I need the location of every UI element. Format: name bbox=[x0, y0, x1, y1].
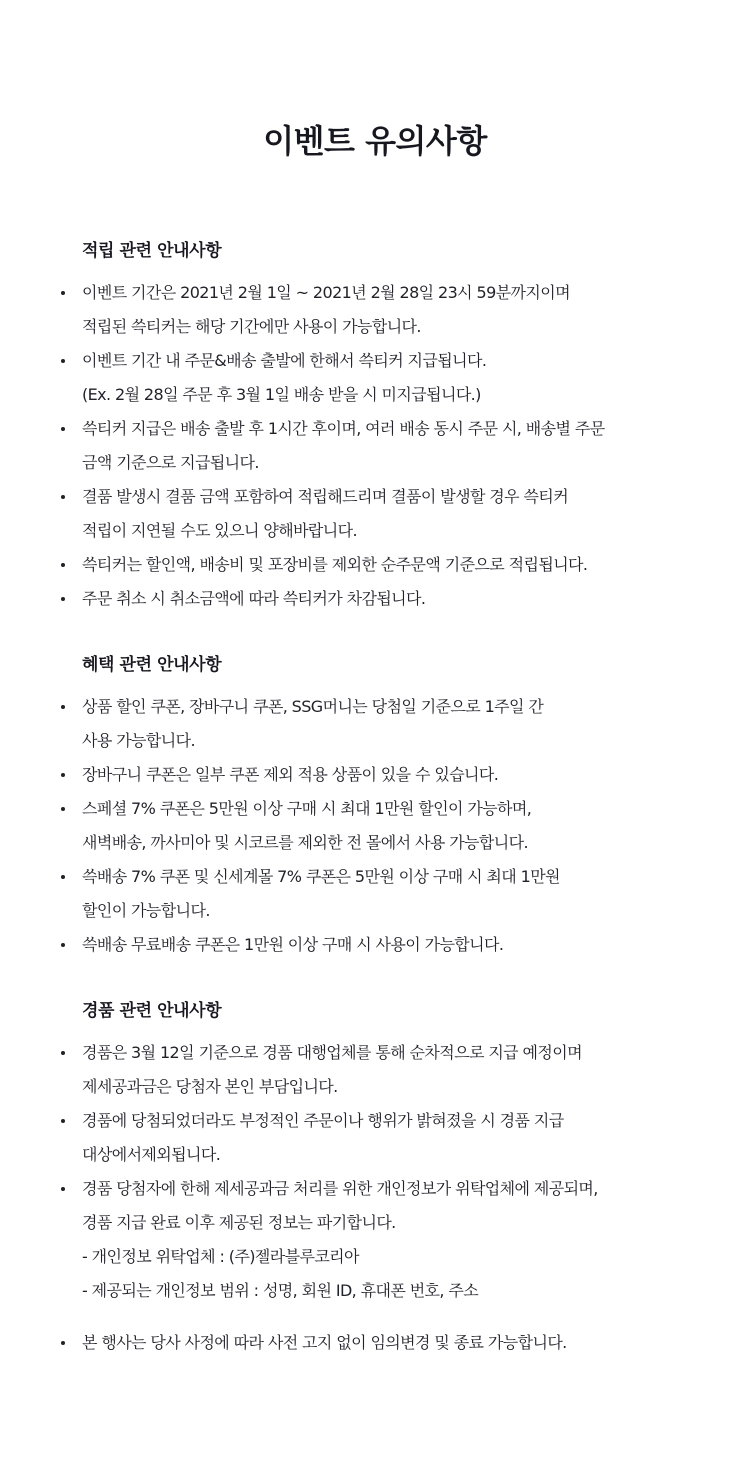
item-text: 대상에서제외됩니다. bbox=[82, 1145, 221, 1164]
list-item bbox=[60, 758, 694, 792]
item-text: 장바구니 쿠폰은 일부 쿠폰 제외 적용 상품이 있을 수 있습니다. bbox=[82, 765, 499, 784]
list-item bbox=[60, 276, 694, 344]
list-item bbox=[60, 344, 694, 412]
item-subtext: - 개인정보 위탁업체 : (주)젤라블루코리아 bbox=[82, 1247, 359, 1266]
item-text: 경품은 3월 12일 기준으로 경품 대행업체를 통해 순차적으로 지급 예정이며 bbox=[82, 1043, 582, 1062]
list-item bbox=[60, 582, 694, 616]
item-text: 금액 기준으로 지급됩니다. bbox=[82, 453, 259, 472]
section-reward-notice bbox=[60, 234, 694, 616]
item-text: 쓱배송 7% 쿠폰 및 신세계몰 7% 쿠폰은 5만원 이상 구매 시 최대 1만원 bbox=[82, 867, 560, 886]
list-item bbox=[60, 928, 694, 962]
item-text: 쓱배송 무료배송 쿠폰은 1만원 이상 구매 시 사용이 가능합니다. bbox=[82, 935, 504, 954]
section-title: 경품 관련 안내사항 bbox=[82, 1001, 222, 1021]
item-text: 쓱티커 지급은 배송 출발 후 1시간 후이며, 여러 배송 동시 주문 시, 배송별 주문 bbox=[82, 419, 605, 438]
item-subtext: - 제공되는 개인정보 범위 : 성명, 회원 ID, 휴대폰 번호, 주소 bbox=[82, 1281, 479, 1300]
list-item bbox=[60, 1104, 694, 1172]
section-title: 혜택 관련 안내사항 bbox=[82, 655, 222, 675]
list-item bbox=[60, 792, 694, 860]
item-text: 이벤트 기간은 2021년 2월 1일 ~ 2021년 2월 28일 23시 59분까지이며 bbox=[82, 283, 570, 302]
item-text: 적립이 지연될 수도 있으니 양해바랍니다. bbox=[82, 521, 357, 540]
list-item bbox=[60, 412, 694, 480]
item-text: 경품 지급 완료 이후 제공된 정보는 파기합니다. bbox=[82, 1213, 396, 1232]
item-text: 경품에 당첨되었더라도 부정적인 주문이나 행위가 밝혀졌을 시 경품 지급 bbox=[82, 1111, 564, 1130]
notice-list bbox=[60, 1036, 694, 1360]
item-text: 제세공과금은 당첨자 본인 부담입니다. bbox=[82, 1077, 338, 1096]
notice-list bbox=[60, 690, 694, 962]
item-text: 본 행사는 당사 사정에 따라 사전 고지 없이 임의변경 및 종료 가능합니다. bbox=[82, 1333, 567, 1352]
item-text: 경품 당첨자에 한해 제세공과금 처리를 위한 개인정보가 위탁업체에 제공되며, bbox=[82, 1179, 598, 1198]
item-text: 스페셜 7% 쿠폰은 5만원 이상 구매 시 최대 1만원 할인이 가능하며, bbox=[82, 799, 532, 818]
section-prize-notice bbox=[60, 994, 694, 1360]
list-item bbox=[60, 548, 694, 582]
list-item bbox=[60, 1172, 694, 1308]
list-item bbox=[60, 690, 694, 758]
section-title: 적립 관련 안내사항 bbox=[82, 241, 222, 261]
item-text: 주문 취소 시 취소금액에 따라 쓱티커가 차감됩니다. bbox=[82, 589, 426, 608]
section-benefit-notice bbox=[60, 648, 694, 962]
item-text: 새벽배송, 까사미아 및 시코르를 제외한 전 몰에서 사용 가능합니다. bbox=[82, 833, 528, 852]
item-text: 상품 할인 쿠폰, 장바구니 쿠폰, SSG머니는 당첨일 기준으로 1주일 간 bbox=[82, 697, 544, 716]
notice-list bbox=[60, 276, 694, 616]
item-text: 할인이 가능합니다. bbox=[82, 901, 210, 920]
page-title: 이벤트 유의사항 bbox=[263, 122, 487, 160]
list-item bbox=[60, 1326, 694, 1360]
item-text: (Ex. 2월 28일 주문 후 3월 1일 배송 받을 시 미지급됩니다.) bbox=[82, 385, 481, 404]
list-item bbox=[60, 860, 694, 928]
list-item bbox=[60, 480, 694, 548]
item-text: 결품 발생시 결품 금액 포함하여 적립해드리며 결품이 발생할 경우 쓱티커 bbox=[82, 487, 569, 506]
list-item bbox=[60, 1036, 694, 1104]
item-text: 쓱티커는 할인액, 배송비 및 포장비를 제외한 순주문액 기준으로 적립됩니다. bbox=[82, 555, 588, 574]
item-text: 적립된 쓱티커는 해당 기간에만 사용이 가능합니다. bbox=[82, 317, 421, 336]
item-text: 사용 가능합니다. bbox=[82, 731, 195, 750]
item-text: 이벤트 기간 내 주문&배송 출발에 한해서 쓱티커 지급됩니다. bbox=[82, 351, 487, 370]
